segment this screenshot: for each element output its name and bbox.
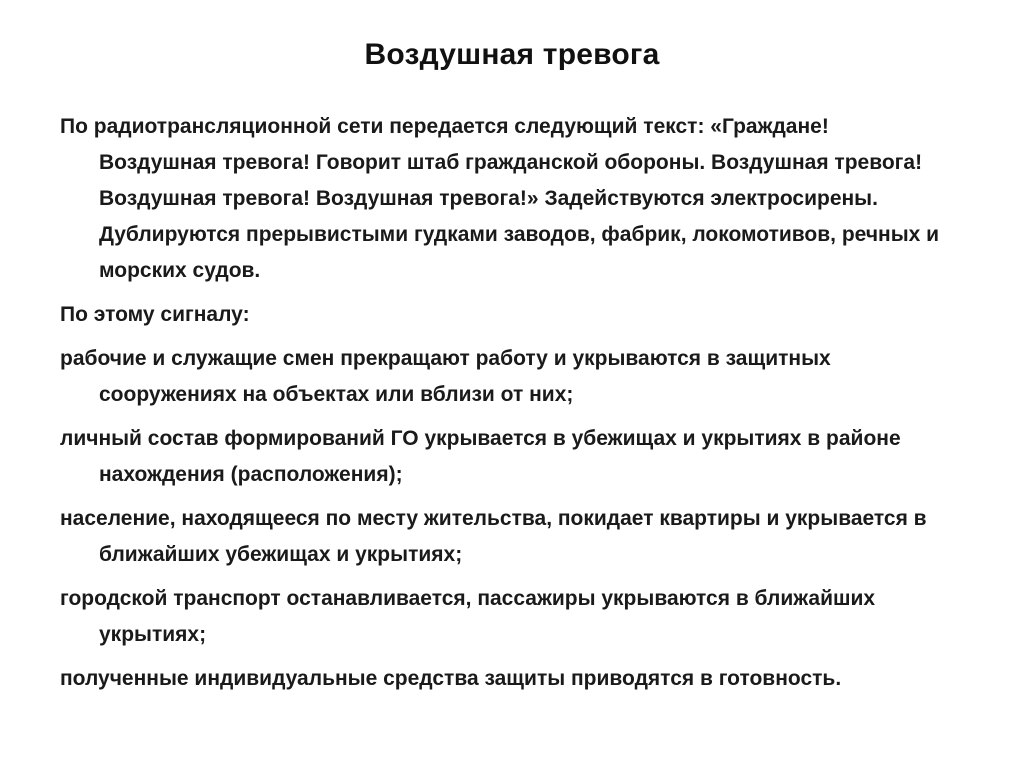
paragraph-protective-equipment: полученные индивидуальные средства защиты приводятся в готовность. (60, 667, 842, 690)
slide-body (60, 109, 940, 705)
paragraph-signal-intro: По этому сигналу: (60, 303, 250, 326)
paragraph-broadcast-text: По радиотрансляционной сети передается следующий текст: «Граждане! Воздушная тревога! Говорит штаб гражданской обороны. Воздушная тревога! Воздушная тревога! Воздушная тревога!» Задействуются электросирены. Дублируются прерывистыми гудками заводов, фабрик, локомотивов, речных и морских судов. (60, 115, 940, 282)
paragraph-civil-defense-personnel: личный состав формирований ГО укрывается в убежищах и укрытиях в районе нахождения (расположения); (60, 427, 901, 486)
paragraph-workers: рабочие и служащие смен прекращают работу и укрываются в защитных сооружениях на объектах или вблизи от них; (60, 347, 831, 406)
paragraph-city-transport: городской транспорт останавливается, пассажиры укрываются в ближайших укрытиях; (60, 587, 876, 646)
slide-title: Воздушная тревога (364, 38, 660, 71)
paragraph-population: население, находящееся по месту жительства, покидает квартиры и укрывается в ближайших убежищах и укрытиях; (60, 507, 927, 566)
